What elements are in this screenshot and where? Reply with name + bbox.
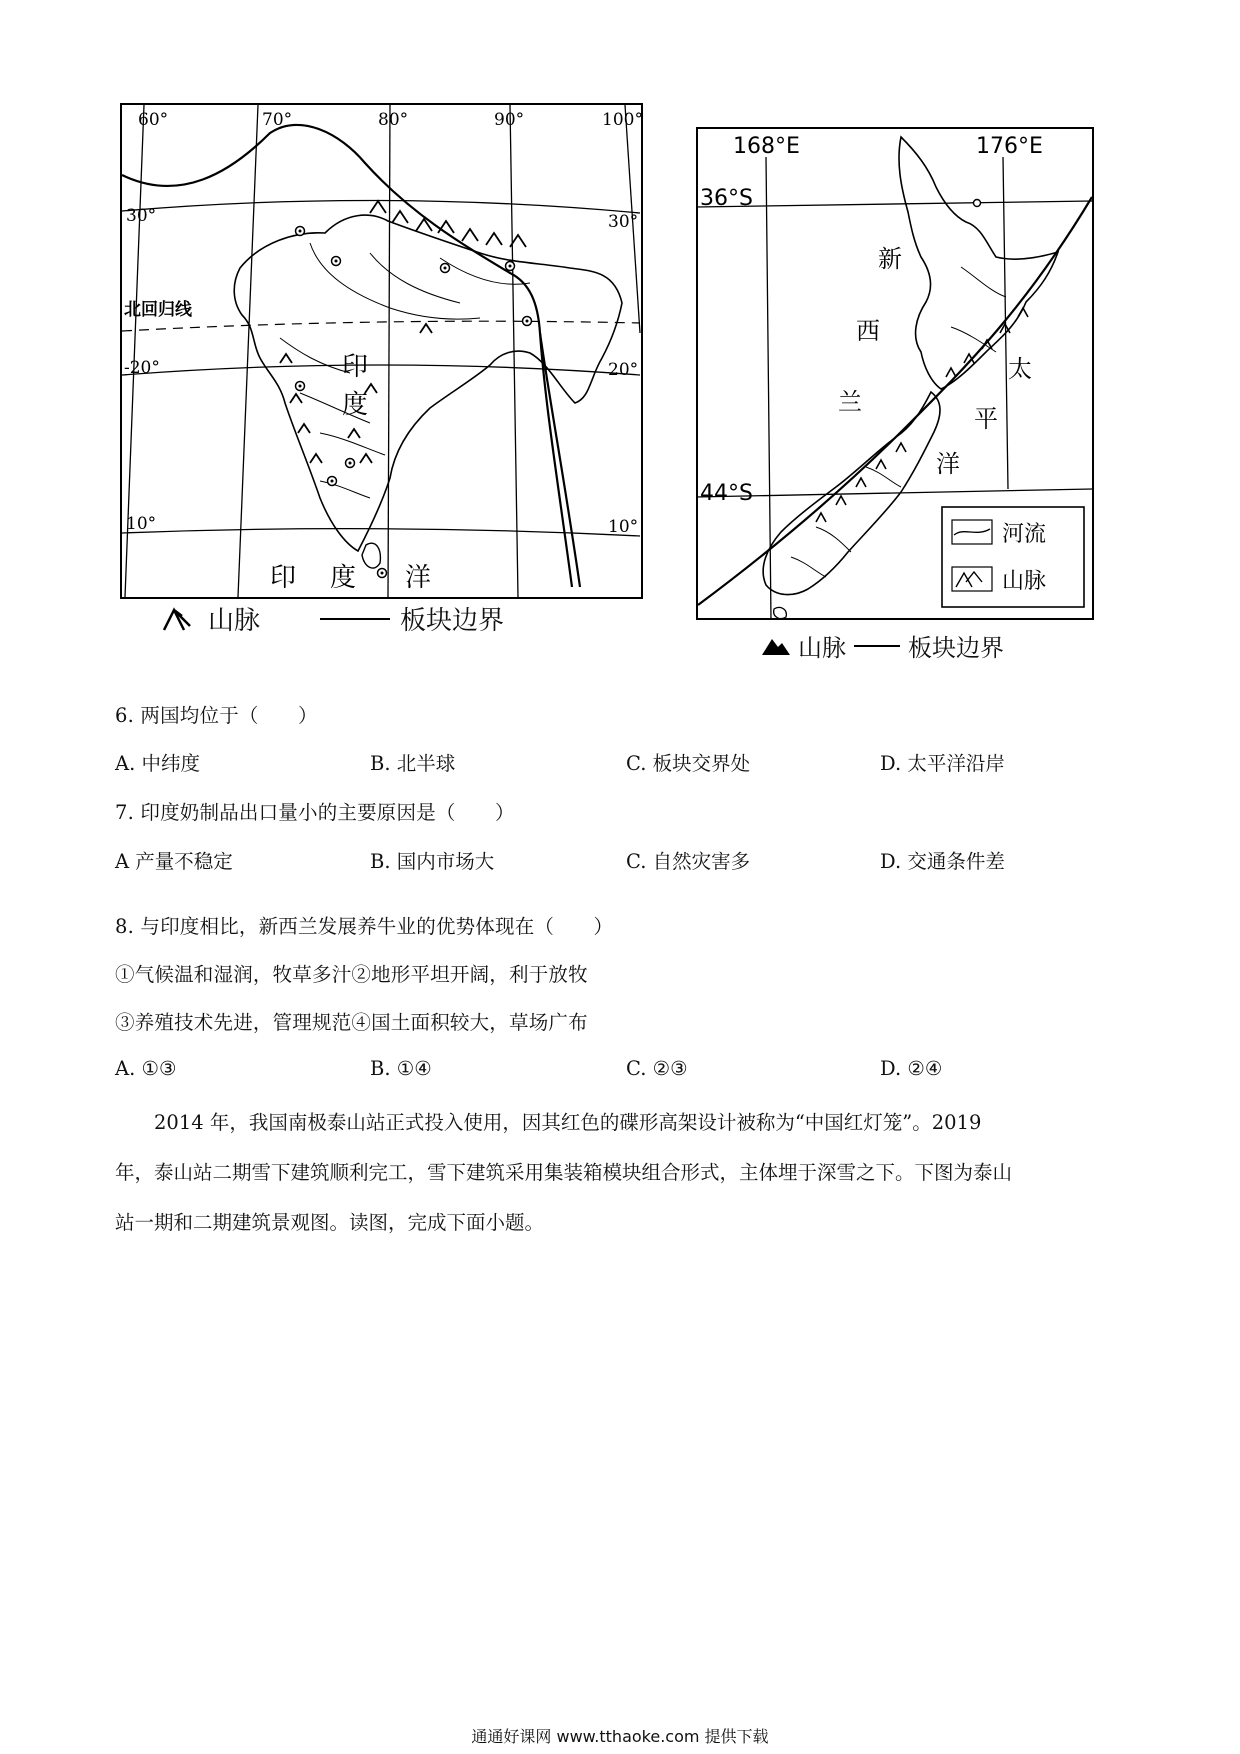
india-legend-mountain-label: 山脉 (208, 606, 261, 636)
page-footer: 通通好课网 www.tthaoke.com 提供下载 (471, 1727, 769, 1746)
india-label-char-2: 度 (342, 390, 369, 420)
nz-legend-boundary-label: 板块边界 (908, 634, 1004, 662)
nz-inner-legend (942, 507, 1084, 607)
question-7-stem: 7. 印度奶制品出口量小的主要原因是（ ） (115, 801, 515, 824)
new-zealand-map-drawing (696, 127, 1094, 620)
question-8-statement-1: ①气候温和湿润，牧草多汁②地形平坦开阔，利于放牧 (115, 963, 588, 986)
lon-label-100: 100° (602, 110, 643, 130)
lat-label-10-left: 10° (126, 514, 157, 534)
question-6-stem: 6. 两国均位于（ ） (115, 704, 318, 727)
indian-ocean-char-1: 印 (270, 563, 297, 593)
question-8-statement-2: ③养殖技术先进，管理规范④国土面积较大，草场广布 (115, 1011, 588, 1034)
pacific-char-3: 洋 (936, 450, 960, 478)
lat-label-30-left: 30° (126, 206, 157, 226)
nz-label-char-1: 新 (878, 245, 902, 273)
question-7-option-a: A 产量不稳定 (115, 850, 233, 873)
nz-lon-label-168: 168°E (733, 134, 800, 159)
lon-label-90: 90° (494, 110, 525, 130)
lat-label-20-left: -20° (124, 358, 160, 378)
passage-line-3: 站一期和二期建筑景观图。读图，完成下面小题。 (115, 1211, 545, 1234)
indian-ocean-char-3: 洋 (405, 563, 432, 593)
question-6-option-b: B. 北半球 (370, 752, 456, 775)
nz-lat-label-36: 36°S (700, 186, 753, 211)
plate-boundary-line-icon (320, 614, 390, 624)
lon-label-70: 70° (262, 110, 293, 130)
question-6-option-c: C. 板块交界处 (626, 752, 751, 775)
question-8-option-b: B. ①④ (370, 1057, 432, 1080)
india-label-char-1: 印 (342, 352, 369, 382)
india-map-drawing (120, 103, 643, 599)
question-8-option-a: A. ①③ (115, 1057, 177, 1080)
lon-label-60: 60° (138, 110, 169, 130)
question-8-option-d: D. ②④ (880, 1057, 943, 1080)
nz-lon-label-176: 176°E (976, 134, 1043, 159)
passage-line-1: 2014 年，我国南极泰山站正式投入使用，因其红色的碟形高架设计被称为“中国红灯笼”。2019 (115, 1111, 982, 1134)
lon-label-80: 80° (378, 110, 409, 130)
question-6-option-d: D. 太平洋沿岸 (880, 752, 1005, 775)
lat-label-20-right: 20° (608, 360, 639, 380)
pacific-char-2: 平 (974, 405, 998, 433)
india-map (120, 103, 643, 599)
nz-inner-legend-mountain: 山脉 (1002, 569, 1047, 594)
mountain-icon (162, 606, 198, 632)
india-legend-boundary-label: 板块边界 (400, 606, 505, 636)
question-7-option-d: D. 交通条件差 (880, 850, 1005, 873)
tropic-of-cancer-label: 北回归线 (124, 300, 192, 320)
plate-boundary-line-icon (852, 641, 902, 651)
lat-label-10-right: 10° (608, 517, 639, 537)
question-7-option-c: C. 自然灾害多 (626, 850, 751, 873)
nz-legend-mountain-label: 山脉 (798, 634, 846, 662)
nz-label-char-3: 兰 (838, 388, 862, 416)
nz-label-char-2: 西 (856, 317, 880, 345)
question-6-option-a: A. 中纬度 (115, 752, 200, 775)
question-8-option-c: C. ②③ (626, 1057, 688, 1080)
new-zealand-map (696, 127, 1094, 620)
question-7-option-b: B. 国内市场大 (370, 850, 495, 873)
nz-lat-label-44: 44°S (700, 481, 753, 506)
india-map-legend (162, 600, 504, 637)
indian-ocean-char-2: 度 (330, 563, 357, 593)
lat-label-30-right: 30° (608, 212, 639, 232)
question-8-stem: 8. 与印度相比，新西兰发展养牛业的优势体现在（ ） (115, 915, 614, 938)
passage-line-2: 年，泰山站二期雪下建筑顺利完工，雪下建筑采用集装箱模块组合形式，主体埋于深雪之下。下图为泰山 (115, 1161, 1013, 1184)
nz-map-legend (760, 628, 1004, 663)
nz-inner-legend-river: 河流 (1002, 522, 1047, 547)
pacific-char-1: 太 (1008, 355, 1032, 383)
mountain-icon (760, 635, 792, 657)
